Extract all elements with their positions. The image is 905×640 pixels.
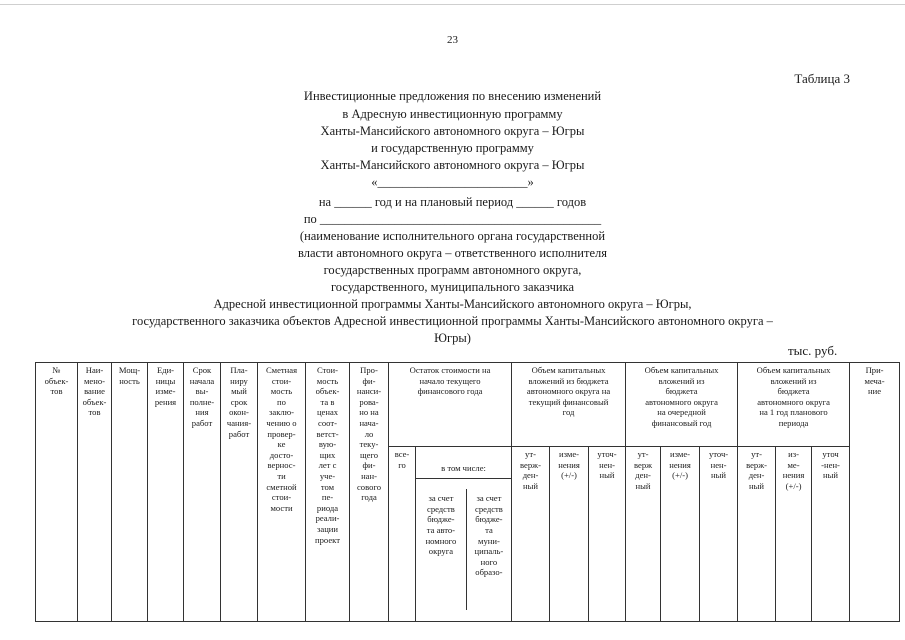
subtitle-line-2: власти автономного округа – ответственного исполнителя [298, 246, 607, 260]
col-header-remaining-cost: Остаток стоимости на начало текущего финансового года [389, 363, 512, 447]
col-header-estimate-cost: Сметная стои- мость по заклю- чению о провер- ке досто- вернос- ти сметной стои- мости [258, 363, 306, 622]
subheader-approved-next: ут- верж ден- ный [626, 447, 661, 622]
col-header-start-date: Срок начала вы- полне- ния работ [184, 363, 221, 622]
subtitle-line-1: (наименование исполнительного органа государственной [299, 229, 606, 243]
title-line-4: и государственную программу [371, 141, 534, 155]
col-header-name: Наи- мено- вание объек- тов [78, 363, 112, 622]
subheader-change-current: изме- нения (+/-) [550, 447, 589, 622]
col-header-current-cost: Стои- мость объек- та в ценах соот- ветст- вую- щих лет с уче- том пе- риода реали- зации проект [306, 363, 350, 622]
title-line-3: Ханты-Мансийского автономного округа – Югры [320, 124, 585, 138]
subtitle-line-4: государственного, муниципального заказчика [330, 280, 575, 294]
subheader-refined-current: уточ- нен- ный [589, 447, 626, 622]
col-header-financed: Про- фи- нанси- рова- но на нача- ло теку- щего фи- нан- сового года [350, 363, 389, 622]
col-header-capital-next-year: Объем капитальных вложений из бюджета автономного округа на очередной финансовый год [626, 363, 738, 447]
col-header-number: № объек- тов [36, 363, 78, 622]
col-header-planned-end: Пла- ниру мый срок окон- чания- работ [221, 363, 258, 622]
subheader-including-group [416, 447, 512, 622]
subtitle-line-6: государственного заказчика объектов Адресной инвестиционной программы Ханты-Мансийского автономного округа – [132, 314, 773, 328]
col-header-notes: При- меча- ние [850, 363, 900, 622]
program-name-blank: «________________________» [371, 175, 534, 189]
units-label: тыс. руб. [788, 343, 838, 358]
subheader-total: все- го [389, 447, 416, 622]
executor-blank: по _____________________________________________ [303, 212, 602, 226]
subheader-approved-plan1: ут- верж- ден- ный [738, 447, 776, 622]
investment-table [35, 362, 900, 622]
subtitle-line-7: Югры) [434, 331, 471, 345]
title-line-2: в Адресную инвестиционную программу [342, 107, 563, 121]
subtitle-line-3: государственных программ автономного округа, [323, 263, 582, 277]
subheader-region-budget: за счет средств бюдже- та авто- номного округа [416, 489, 467, 610]
subheader-change-plan1: из- ме- нения (+/-) [776, 447, 812, 622]
subheader-including: в том числе: [416, 458, 511, 479]
page-top-edge [0, 4, 905, 5]
title-line-1: Инвестиционные предложения по внесению изменений [303, 89, 602, 103]
col-header-capital-plan-year-1: Объем капитальных вложений из бюджета автономного округа на 1 год планового периода [738, 363, 850, 447]
subtitle-line-5: Адресной инвестиционной программы Ханты-Мансийского автономного округа – Югры, [213, 297, 692, 311]
col-header-capital-current-year: Объем капитальных вложений из бюджета автономного округа на текущий финансовый год [512, 363, 626, 447]
subheader-refined-next: уточ- нен- ный [700, 447, 738, 622]
page-number: 23 [447, 34, 458, 46]
subheader-change-next: изме- нения (+/-) [661, 447, 700, 622]
col-header-units: Еди- ницы изме- рения [148, 363, 184, 622]
col-header-capacity: Мощ- ность [112, 363, 148, 622]
subheader-refined-plan1: уточ -нен- ный [812, 447, 850, 622]
subheader-approved-current: ут- верж- ден- ный [512, 447, 550, 622]
table-label: Таблица 3 [794, 71, 850, 86]
subheader-municipal-budget: за счет средств бюдже- та муни- ципаль- ного образо- [474, 493, 504, 578]
title-line-5: Ханты-Мансийского автономного округа – Югры [320, 158, 585, 172]
year-period-line: на ______ год и на плановый период ______ годов [318, 195, 587, 209]
